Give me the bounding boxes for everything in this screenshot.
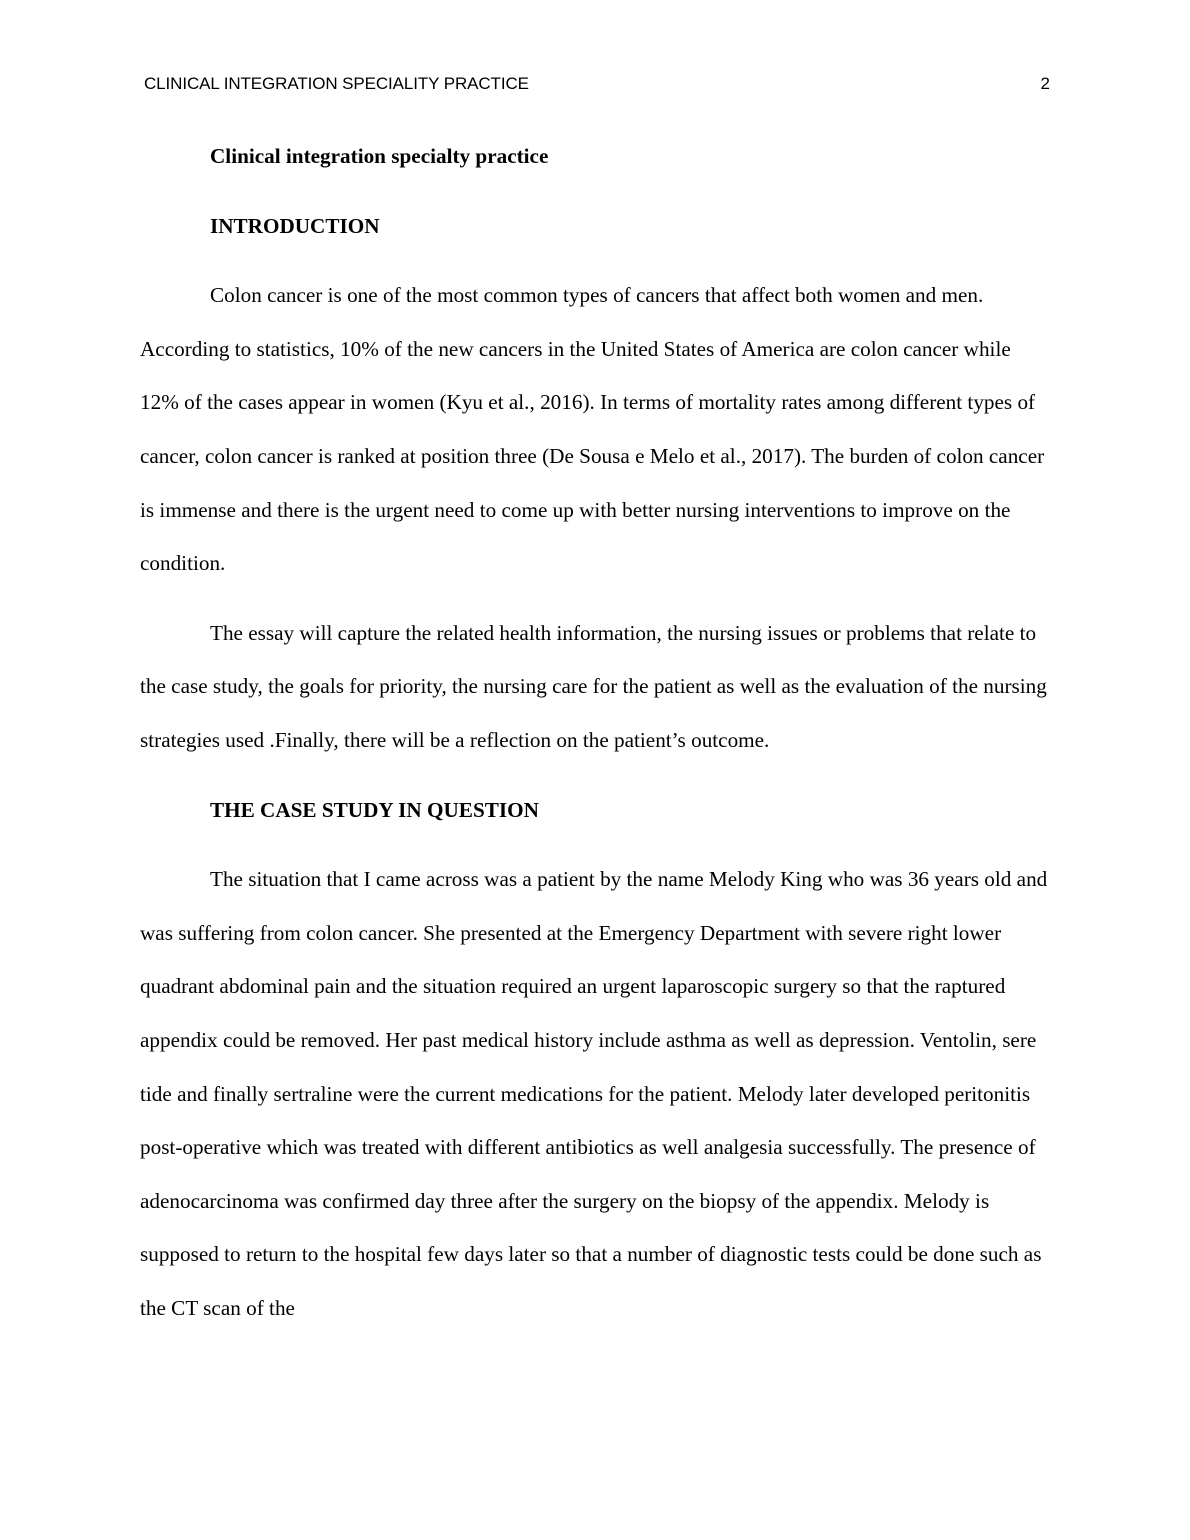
page-header [144,72,1050,96]
section-heading-case-study: THE CASE STUDY IN QUESTION [210,797,539,822]
page-number: 2 [1040,74,1050,93]
paragraph: Colon cancer is one of the most common types of cancers that affect both women and men. According to statistics, 10% of the new cancers in the United States of America are colon cancer while 12% of the cases appear in women (Kyu et al., 2016). In terms of mortality rates among different types of cancer, colon cancer is ranked at position three (De Sousa e Melo et al., 2017). The burden of colon cancer is immense and there is the urgent need to come up with better nursing interventions to improve on the condition. [140,283,1045,576]
running-head-title: CLINICAL INTEGRATION SPECIALITY PRACTICE [144,74,529,93]
document-title: Clinical integration specialty practice [210,144,549,168]
paragraph: The situation that I came across was a patient by the name Melody King who was 36 years old and was suffering from colon cancer. She presented at the Emergency Department with severe right lower quadrant abdominal pain and the situation required an urgent laparoscopic surgery so that the raptured appendix could be removed. Her past medical history include asthma as well as depression. Ventolin, sere tide and finally sertraline were the current medications for the patient. Melody later developed peritonitis post-operative which was treated with different antibiotics as well analgesia successfully. The presence of adenocarcinoma was confirmed day three after the surgery on the biopsy of the appendix. Melody is supposed to return to the hospital few days later so that a number of diagnostic tests could be done such as the CT scan of the [140,867,1048,1320]
document-body [140,130,1052,1351]
section-heading-introduction: INTRODUCTION [210,213,380,238]
paragraph: The essay will capture the related health information, the nursing issues or problems that relate to the case study, the goals for priority, the nursing care for the patient as well as the evaluation of the nursing strategies used .Finally, there will be a reflection on the patient’s outcome. [140,620,1047,752]
